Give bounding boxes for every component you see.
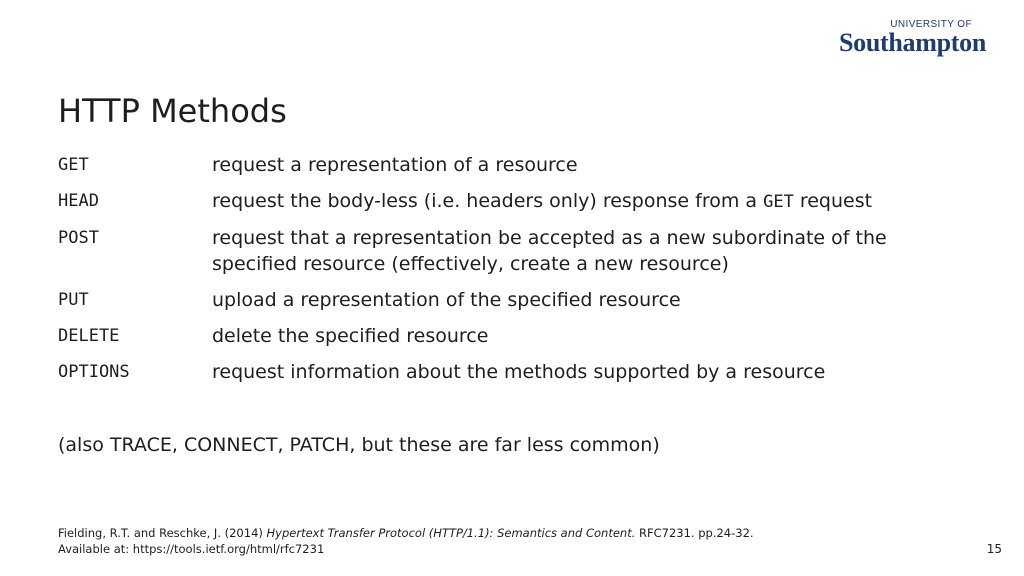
method-name: PUT [58,290,89,310]
method-description-code: GET [763,192,794,212]
method-row-post [58,225,958,277]
logo-line-university-of: UNIVERSITY OF [890,19,972,30]
method-description: request that a representation be accepted as a new subordinate of the specified resource (effectively, create a new resource) [212,227,887,275]
method-row-delete [58,323,958,349]
method-description-text: request [793,190,873,212]
method-description-text: request the body-less (i.e. headers only) response from a [212,190,764,212]
method-description [212,188,958,215]
http-methods-list [58,152,958,395]
method-name: DELETE [58,326,120,346]
method-description: upload a representation of the specified resource [212,289,681,311]
method-row-get [58,152,958,178]
method-row-head [58,188,958,215]
citation-authors: Fielding, R.T. and Reschke, J. (2014) [58,526,267,540]
page-number: 15 [986,542,1002,556]
method-row-options [58,359,958,385]
method-name: OPTIONS [58,362,130,382]
logo-line-southampton: Southampton [839,28,986,57]
method-name: HEAD [58,191,99,211]
citation-details: RFC7231. pp.24-32. [635,526,754,540]
method-description: request a representation of a resource [212,154,578,176]
citation-line-1 [58,525,754,541]
method-description: delete the specified resource [212,325,489,347]
method-name: GET [58,155,89,175]
method-row-put [58,287,958,313]
method-name: POST [58,228,99,248]
also-note: (also TRACE, CONNECT, PATCH, but these are far less common) [58,434,660,456]
citation-availability: Available at: https://tools.ietf.org/html/rfc7231 [58,542,325,556]
university-logo [834,20,986,56]
citation [58,525,754,557]
slide-title: HTTP Methods [58,92,287,130]
method-description: request information about the methods supported by a resource [212,361,826,383]
citation-work-title: Hypertext Transfer Protocol (HTTP/1.1): Semantics and Content. [266,526,636,540]
